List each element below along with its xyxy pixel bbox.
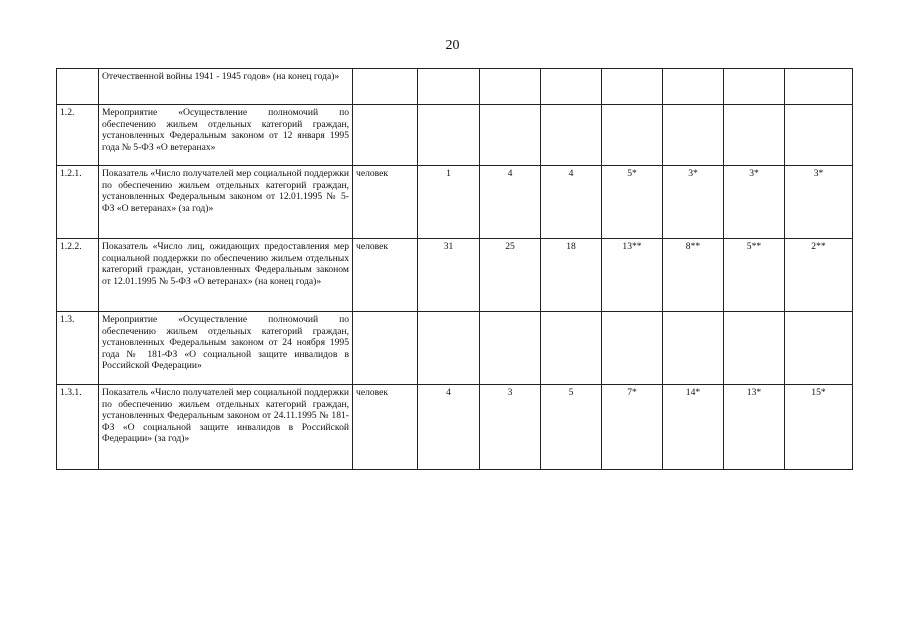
row-value bbox=[541, 105, 602, 166]
row-name: Мероприятие «Осуществление полномочий по обеспечению жильем отдельных категорий граждан, установленных Федеральным законом от 12 января 1995 года № 5-ФЗ «О ветеранах» bbox=[99, 105, 353, 166]
row-value: 3* bbox=[663, 166, 724, 239]
row-value: 3* bbox=[785, 166, 853, 239]
row-name: Мероприятие «Осуществление полномочий по обеспечению жильем отдельных категорий граждан, установленных Федеральным законом от 24 ноября 1995 года № 181-ФЗ «О социальной защите инвалидов в Российской Федерации» bbox=[99, 312, 353, 385]
row-unit bbox=[353, 105, 418, 166]
row-number: 1.3. bbox=[57, 312, 99, 385]
row-unit: человек bbox=[353, 385, 418, 470]
row-number: 1.2.2. bbox=[57, 239, 99, 312]
row-value bbox=[541, 312, 602, 385]
row-value bbox=[602, 105, 663, 166]
row-value bbox=[480, 69, 541, 105]
row-value bbox=[724, 105, 785, 166]
row-value: 3* bbox=[724, 166, 785, 239]
page-number: 20 bbox=[445, 38, 460, 53]
row-value: 25 bbox=[480, 239, 541, 312]
row-value: 7* bbox=[602, 385, 663, 470]
row-number: 1.3.1. bbox=[57, 385, 99, 470]
row-value bbox=[480, 105, 541, 166]
row-value: 4 bbox=[541, 166, 602, 239]
table-row bbox=[57, 166, 853, 239]
row-value bbox=[785, 69, 853, 105]
row-value: 18 bbox=[541, 239, 602, 312]
row-unit bbox=[353, 312, 418, 385]
row-value bbox=[418, 69, 480, 105]
row-value bbox=[602, 69, 663, 105]
row-value bbox=[663, 105, 724, 166]
row-value: 5** bbox=[724, 239, 785, 312]
row-value bbox=[418, 312, 480, 385]
indicators-table bbox=[56, 68, 853, 470]
row-value: 31 bbox=[418, 239, 480, 312]
row-value: 1 bbox=[418, 166, 480, 239]
row-value bbox=[663, 312, 724, 385]
row-number: 1.2.1. bbox=[57, 166, 99, 239]
row-value: 14* bbox=[663, 385, 724, 470]
row-value bbox=[663, 69, 724, 105]
row-value bbox=[541, 69, 602, 105]
table-row bbox=[57, 69, 853, 105]
row-name: Показатель «Число получателей мер социальной поддержки по обеспечению жильем отдельных категорий граждан, установленных Федеральным законом от 12.01.1995 № 5-ФЗ «О ветеранах» (за год)» bbox=[99, 166, 353, 239]
row-value bbox=[785, 105, 853, 166]
row-value: 3 bbox=[480, 385, 541, 470]
row-value bbox=[480, 312, 541, 385]
table-row bbox=[57, 239, 853, 312]
row-value bbox=[418, 105, 480, 166]
table-row bbox=[57, 312, 853, 385]
row-value bbox=[785, 312, 853, 385]
row-value: 4 bbox=[480, 166, 541, 239]
row-value: 5 bbox=[541, 385, 602, 470]
row-value: 5* bbox=[602, 166, 663, 239]
row-name: Показатель «Число лиц, ожидающих предоставления мер социальной поддержки по обеспечению жильем отдельных категорий граждан, установленных Федеральным законом от 12.01.1995 № 5-ФЗ «О ветеранах» (на конец года)» bbox=[99, 239, 353, 312]
row-number bbox=[57, 69, 99, 105]
row-value: 8** bbox=[663, 239, 724, 312]
row-value: 4 bbox=[418, 385, 480, 470]
row-value bbox=[724, 312, 785, 385]
row-value: 13** bbox=[602, 239, 663, 312]
row-value: 2** bbox=[785, 239, 853, 312]
row-unit: человек bbox=[353, 166, 418, 239]
row-value: 15* bbox=[785, 385, 853, 470]
row-name: Показатель «Число получателей мер социальной поддержки по обеспечению жильем отдельных категорий граждан, установленных Федеральным законом от 24.11.1995 № 181-ФЗ «О социальной защите инвалидов в Российской Федерации» (за год)» bbox=[99, 385, 353, 470]
row-number: 1.2. bbox=[57, 105, 99, 166]
table-row bbox=[57, 385, 853, 470]
row-value: 13* bbox=[724, 385, 785, 470]
row-unit bbox=[353, 69, 418, 105]
row-unit: человек bbox=[353, 239, 418, 312]
row-value bbox=[602, 312, 663, 385]
row-name: Отечественной войны 1941 - 1945 годов» (на конец года)» bbox=[99, 69, 353, 105]
row-value bbox=[724, 69, 785, 105]
table-row bbox=[57, 105, 853, 166]
